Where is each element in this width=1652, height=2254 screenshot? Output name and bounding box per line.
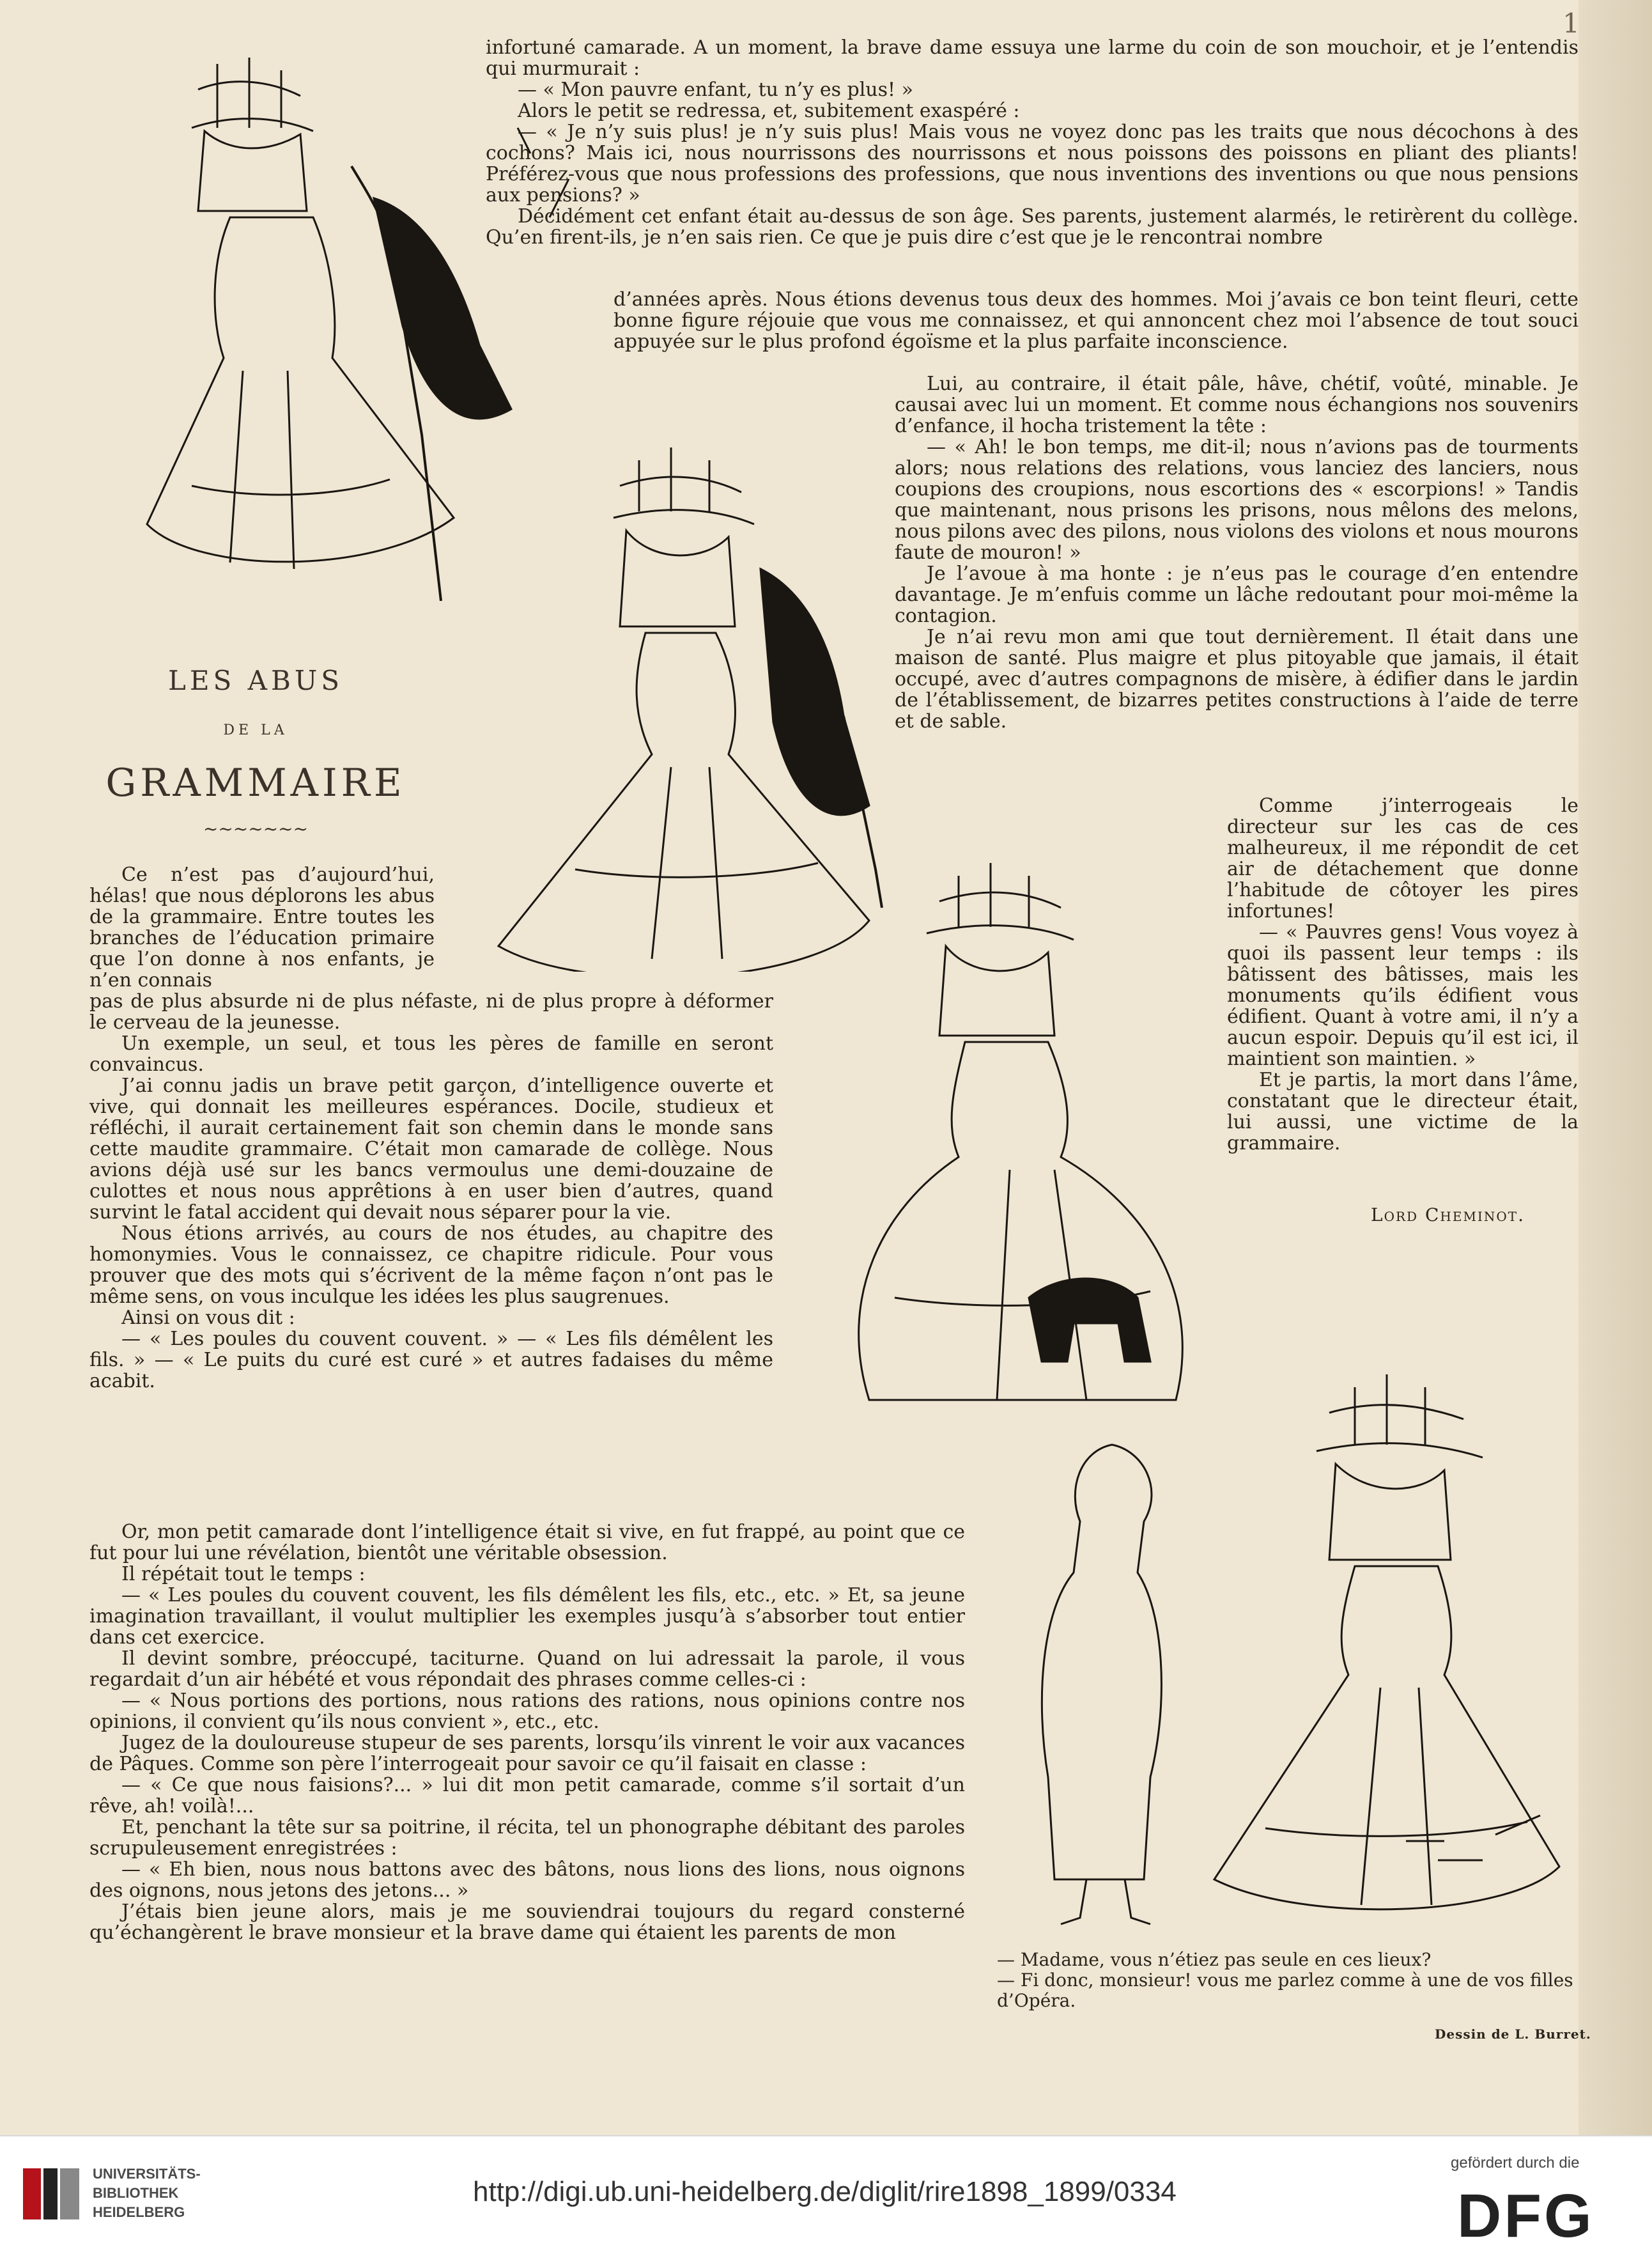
paragraph: pas de plus absurde ni de plus néfaste, ni de plus propre à déformer le cerveau de la jeunesse. bbox=[89, 990, 773, 1034]
paragraph: — « Les poules du couvent couvent. » — « Les fils démêlent les fils. » — « Le puits du curé est curé » et autres fadaises du même acabit. bbox=[89, 1328, 773, 1392]
paragraph: Je l’avoue à ma honte : je n’eus pas le courage d’en entendre davantage. Je m’enfuis comme un lâche redoutant pour moi-même la contagion. bbox=[895, 563, 1579, 627]
paragraph: Et, penchant la tête sur sa poitrine, il récita, tel un phonographe débitant des paroles scrupuleusement enregistrées : bbox=[89, 1816, 965, 1860]
paragraph: Il devint sombre, préoccupé, taciturne. Quand on lui adressait la parole, il vous regardait d’un air hébété et vous répondait des phrases comme celles-ci : bbox=[89, 1647, 965, 1691]
title-line-2: DE LA bbox=[223, 722, 288, 738]
paragraph: — « Ah! le bon temps, me dit-il; nous n’avions pas de tourments alors; nous relations des relations, vous lanciez des lanciers, nous coupions des croupions, nous escortions des « escorpions! » Tandis que maintenant, nous prisons les prisons, nous mêlons des melons, nous pilons avec des pilons, nous violons des violons et nous mourons faute de mouron! » bbox=[895, 436, 1579, 564]
right-column-narrow bbox=[1227, 795, 1579, 1154]
title-line-3: GRAMMAIRE bbox=[105, 761, 406, 805]
page-number: 1 bbox=[1563, 8, 1580, 39]
library-name[interactable]: UNIVERSITÄTS- BIBLIOTHEK HEIDELBERG bbox=[93, 2166, 201, 2220]
cartoon-caption bbox=[997, 1950, 1579, 2011]
paragraph: Ainsi on vous dit : bbox=[121, 1307, 295, 1329]
paragraph: Je n’ai revu mon ami que tout dernièrement. Il était dans une maison de santé. Plus maigre et plus pitoyable que jamais, il était occupé, avec d’autres compagnons de misère, à édifier dans le jardin de l’établissement, de bizarres petites constructions à l’aide de terre et de sable. bbox=[895, 626, 1579, 733]
paragraph: J’ai connu jadis un brave petit garçon, d’intelligence ouverte et vive, qui donnait les meilleures espérances. Docile, studieux et réfléchi, il aurait certainement fait son chemin dans le monde sans cette maudite grammaire. C’était mon camarade de collège. Nous avions déjà usé sur les bancs vermoulus une demi-douzaine de culottes et nous nous apprêtions à en user bien d’autres, quand survint le fatal accident qui devait nous séparer pour la vie. bbox=[89, 1075, 773, 1224]
paragraph: d’années après. Nous étions devenus tous deux des hommes. Moi j’avais ce bon teint fleuri, cette bonne figure réjouie que vous me connaissez, et qui annoncent chez moi l’absence de tout souci appuyée sur le plus profond égoïsme et la plus parfaite inconscience. bbox=[614, 288, 1579, 353]
paragraph: J’étais bien jeune alors, mais je me souviendrai toujours du regard consterné qu’échangèrent le brave monsieur et la brave dame qui étaient les parents de mon bbox=[89, 1900, 965, 1944]
author-signature: Lord Cheminot. bbox=[1371, 1204, 1525, 1225]
page-gutter bbox=[1579, 0, 1652, 2135]
paragraph: Lui, au contraire, il était pâle, hâve, chétif, voûté, minable. Je causai avec lui un moment. Et comme nous échangions nos souvenirs d’enfance, il hocha tristement la tête : bbox=[895, 373, 1579, 437]
paragraph: — « Les poules du couvent couvent, les fils démêlent les fils, etc., etc. » Et, sa jeune imagination travaillant, il voulut multiplier les exemples jusqu’à s’absorber tout entier dans cet exercice. bbox=[89, 1584, 965, 1649]
paragraph: Comme j’interrogeais le directeur sur les cas de ces malheureux, il me répondit de cet air de détachement que donne l’habitude de côtoyer les pires infortunes! bbox=[1227, 795, 1579, 922]
funding-note: gefördert durch die bbox=[1451, 2154, 1580, 2172]
right-column-top bbox=[486, 37, 1579, 248]
paragraph: — « Nous portions des portions, nous rations des rations, nous opinions contre nos opinions, il convient qu’ils nous convient », etc., etc. bbox=[89, 1690, 965, 1733]
paragraph: Ce n’est pas d’aujourd’hui, hélas! que nous déplorons les abus de la grammaire. Entre toutes les branches de l’éducation primaire que l’on donne à nos enfants, je n’en connais bbox=[89, 864, 435, 991]
paragraph: Il répétait tout le temps : bbox=[121, 1563, 366, 1585]
paragraph: Or, mon petit camarade dont l’intelligence était si vive, en fut frappé, au point que ce fut pour lui une révélation, bientôt une véritable obsession. bbox=[89, 1521, 965, 1564]
left-column-intro bbox=[89, 864, 435, 991]
caption-line-1: — Madame, vous n’étiez pas seule en ces lieux? bbox=[997, 1949, 1432, 1970]
left-column bbox=[89, 991, 773, 1392]
footer-bar bbox=[0, 2135, 1652, 2254]
illustration-lady-dog bbox=[818, 850, 1227, 1413]
bottom-column bbox=[89, 1521, 965, 1943]
paragraph: Nous étions arrivés, au cours de nos études, au chapitre des homonymies. Vous le connaissez, ce chapitre ridicule. Pour vous prouver que des mots qui s’écrivent de la même façon n’ont pas le même sens, on vous inculque les idées les plus saugrenues. bbox=[89, 1222, 773, 1308]
right-column-middle bbox=[614, 289, 1579, 352]
paragraph: — « Ce que nous faisions?... » lui dit mon petit camarade, comme s’il sortait d’un rêve, ah! voilà!... bbox=[89, 1774, 965, 1817]
university-library-logo-icon[interactable] bbox=[19, 2162, 83, 2226]
paragraph: — « Je n’y suis plus! je n’y suis plus! Mais vous ne voyez donc pas les traits que nous décochons à des cochons? Mais ici, nous nourrissons des nourrissons et nous poissons des poissons en pliant des pliants! Préférez-vous que nous professions des professions, que nous inventions des inventions ou que nous pensions aux pensions? » bbox=[486, 121, 1579, 206]
paragraph: Jugez de la douloureuse stupeur de ses parents, lorsqu’ils vinrent le voir aux vacances de Pâques. Comme son père l’interrogeait pour savoir ce qu’il faisait en classe : bbox=[89, 1732, 965, 1775]
illustration-cartoon bbox=[997, 1368, 1572, 1931]
paragraph: — « Eh bien, nous nous battons avec des bâtons, nous lions des lions, nous oignons des oignons, nous jetons des jetons... » bbox=[89, 1858, 965, 1902]
right-column-lower bbox=[895, 373, 1579, 732]
dfg-logo[interactable]: DFG bbox=[1457, 2182, 1594, 2250]
paragraph: infortuné camarade. A un moment, la brave dame essuya une larme du coin de son mouchoir, et je l’entendis qui murmurait : bbox=[486, 36, 1579, 80]
paragraph: Alors le petit se redressa, et, subitement exaspéré : bbox=[518, 100, 1020, 122]
caption-line-2: — Fi donc, monsieur! vous me parlez comme à une de vos filles d’Opéra. bbox=[997, 1970, 1573, 2011]
source-url-link[interactable]: http://digi.ub.uni-heidelberg.de/diglit/rire1898_1899/0334 bbox=[473, 2176, 1177, 2207]
paragraph: Et je partis, la mort dans l’âme, constatant que le directeur était, lui aussi, une victime de la grammaire. bbox=[1227, 1069, 1579, 1154]
paragraph: Décidément cet enfant était au-dessus de son âge. Ses parents, justement alarmés, le retirèrent du collège. Qu’en firent-ils, je n’en sais rien. Ce que je puis dire c’est que je le rencontrai nombre bbox=[486, 205, 1579, 249]
title-line-1: LES ABUS bbox=[167, 665, 344, 696]
drawing-credit: Dessin de L. Burret. bbox=[1435, 2026, 1591, 2042]
paragraph: — « Mon pauvre enfant, tu n’y es plus! » bbox=[518, 79, 913, 101]
title-ornament: ~~~~~~~ bbox=[203, 818, 309, 839]
paragraph: Un exemple, un seul, et tous les pères de famille en seront convaincus. bbox=[89, 1032, 773, 1076]
paragraph: — « Pauvres gens! Vous voyez à quoi ils passent leur temps : ils bâtissent des bâtisses, mais les monuments qu’ils édifient vous édifient. Quant à votre ami, il n’y a aucun espoir. Depuis qu’il est ici, il maintient son maintien. » bbox=[1227, 921, 1579, 1070]
